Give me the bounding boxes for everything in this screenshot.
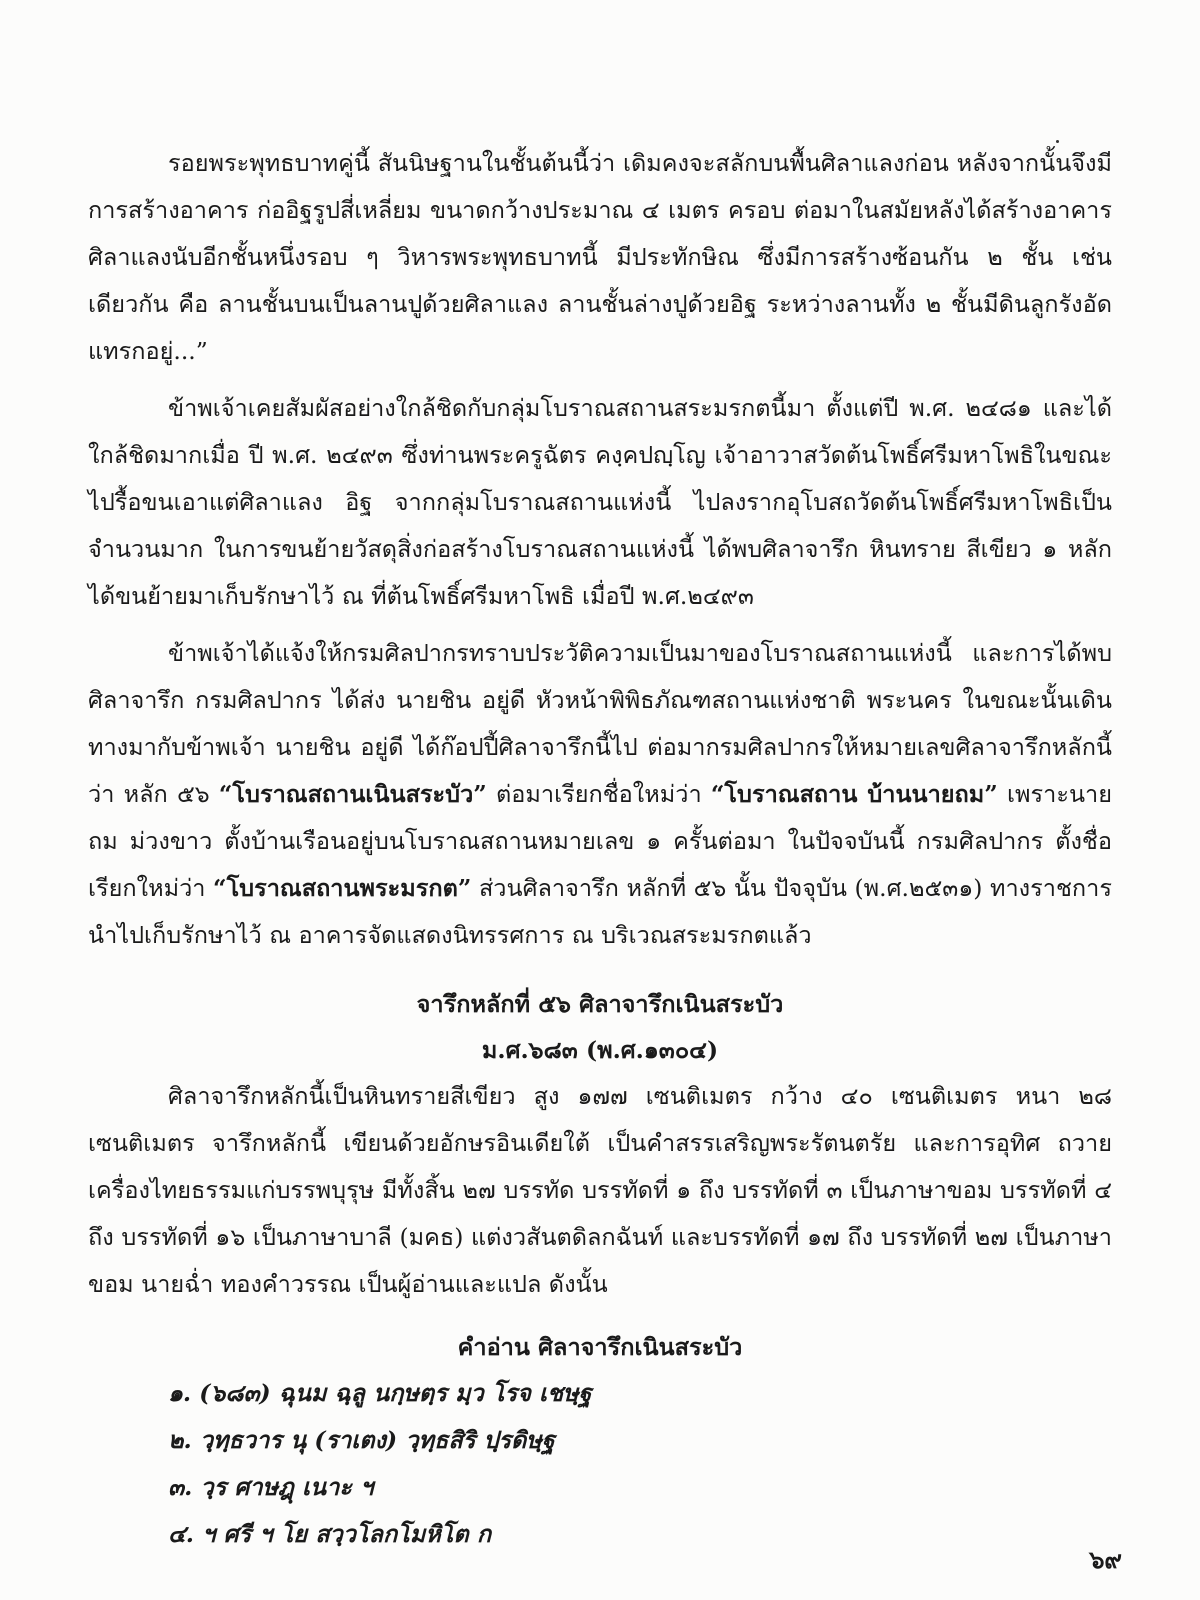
- site-name-ban-nai-thom: “โบราณสถาน บ้านนายถม”: [710, 780, 998, 808]
- site-name-phra-morakot: “โบราณสถานพระมรกต”: [213, 874, 472, 902]
- paragraph-3-part-4: ส่วนศิลาจารึก หลักที่ ๕๖ นั้น ปัจจุบัน (พ.ศ.๒๕๓๑) ทางราชการนำไปเก็บรักษาไว้ ณ อาคารจัดแสดงนิทรรศการ ณ บริเวณสระมรกตแล้ว: [88, 874, 1112, 949]
- reading-line: ๓. วฺร ศาษฎฺ เนาะ ฯ: [168, 1473, 374, 1501]
- paragraph-3-text: [88, 630, 1112, 959]
- reading-heading: คำอ่าน ศิลาจารึกเนินสระบัว: [457, 1333, 743, 1361]
- page-number: ๖๙: [1089, 1545, 1122, 1574]
- reading-line: ๔. ฯ ศรี ฯ โย สวฺวโลกโมหิโต ก: [168, 1520, 492, 1548]
- site-name-nern-sa-bua: “โบราณสถานเนินสระบัว”: [218, 780, 487, 808]
- reading-lines: [88, 1370, 1112, 1558]
- reading-line: ๒. วฺทฺธวาร นุ (ราเตง) วฺทฺธสิริ ปฺรดิษฺฐ: [168, 1426, 555, 1454]
- paragraph-2-text: ข้าพเจ้าเคยสัมผัสอย่างใกล้ชิดกับกลุ่มโบราณสถานสระมรกตนี้มา ตั้งแต่ปี พ.ศ. ๒๔๘๑ และได้ใกล้ชิดมากเมื่อ ปี พ.ศ. ๒๔๙๓ ซึ่งท่านพระครูฉัตร คงฺคปญฺโญ เจ้าอาวาสวัดต้นโพธิ์ศรีมหาโพธิในขณะไปรื้อขนเอาแต่ศิลาแลง อิฐ จากกลุ่มโบราณสถานแห่งนี้ ไปลงรากอุโบสถวัดต้นโพธิ์ศรีมหาโพธิเป็นจำนวนมาก ในการขนย้ายวัสดุสิ่งก่อสร้างโบราณสถานแห่งนี้ ได้พบศิลาจารึก หินทราย สีเขียว ๑ หลัก ได้ขนย้ายมาเก็บรักษาไว้ ณ ที่ต้นโพธิ์ศรีมหาโพธิ เมื่อปี พ.ศ.๒๔๙๓: [88, 394, 1112, 610]
- paragraph-3-part-2: ต่อมาเรียกชื่อใหม่ว่า: [486, 780, 711, 808]
- paragraph-2: [88, 385, 1112, 620]
- inscription-date: ม.ศ.๖๘๓ (พ.ศ.๑๓๐๔): [481, 1036, 719, 1064]
- paragraph-1-text: รอยพระพุทธบาทคู่นี้ สันนิษฐานในชั้นต้นนี้ว่า เดิมคงจะสลักบนพื้นศิลาแลงก่อน หลังจากนั้นจึงมีการสร้างอาคาร ก่ออิฐรูปสี่เหลี่ยม ขนาดกว้างประมาณ ๔ เมตร ครอบ ต่อมาในสมัยหลังได้สร้างอาคารศิลาแลงนับอีกชั้นหนึ่งรอบ ๆ วิหารพระพุทธบาทนี้ มีประทักษิณ ซึ่งมีการสร้างซ้อนกัน ๒ ชั้น เช่นเดียวกัน คือ ลานชั้นบนเป็นลานปูด้วยศิลาแลง ลานชั้นล่างปูด้วยอิฐ ระหว่างลานทั้ง ๒ ชั้นมีดินลูกรังอัดแทรกอยู่...”: [88, 149, 1112, 365]
- paragraph-3-part-1: ข้าพเจ้าได้แจ้งให้กรมศิลปากรทราบประวัติความเป็นมาของโบราณสถานแห่งนี้ และการได้พบศิลาจารึก กรมศิลปากร ได้ส่ง นายชิน อยู่ดี หัวหน้าพิพิธภัณฑสถานแห่งชาติ พระนคร ในขณะนั้นเดินทางมากับข้าพเจ้า นายชิน อยู่ดี ได้ก๊อปปี้ศิลาจารึกนี้ไป ต่อมากรมศิลปากรให้หมายเลขศิลาจารึกหลักนี้ว่า หลัก ๕๖: [88, 639, 1112, 808]
- paragraph-1: [88, 140, 1112, 375]
- page-body: [88, 140, 1112, 1558]
- paragraph-4: [88, 1073, 1112, 1308]
- paragraph-3-part-3: เพราะนายถม ม่วงขาว ตั้งบ้านเรือนอยู่บนโบราณสถานหมายเลข ๑ ครั้นต่อมา ในปัจจบันนี้ กรมศิลปากร ตั้งชื่อเรียกใหม่ว่า: [88, 780, 1113, 902]
- paragraph-4-text: ศิลาจารึกหลักนี้เป็นหินทรายสีเขียว สูง ๑๗๗ เซนติเมตร กว้าง ๔๐ เซนติเมตร หนา ๒๘ เซนติเมตร จารึกหลักนี้ เขียนด้วยอักษรอินเดียใต้ เป็นคำสรรเสริญพระรัตนตรัย และการอุทิศ ถวายเครื่องไทยธรรมแก่บรรพบุรุษ มีทั้งสิ้น ๒๗ บรรทัด บรรทัดที่ ๑ ถึง บรรทัดที่ ๓ เป็นภาษาขอม บรรทัดที่ ๔ ถึง บรรทัดที่ ๑๖ เป็นภาษาบาลี (มคธ) แต่งวสันตดิลกฉันท์ และบรรทัดที่ ๑๗ ถึง บรรทัดที่ ๒๗ เป็นภาษาขอม นายฉ่ำ ทองคำวรรณ เป็นผู้อ่านและแปล ดังนั้น: [88, 1082, 1112, 1298]
- reading-line: ๑. (๖๘๓) ฉุนม ฉฺลู นกฺษตฺร มฺว โรจ เชษฺฐ: [168, 1379, 592, 1407]
- inscription-heading: จารึกหลักที่ ๕๖ ศิลาจารึกเนินสระบัว: [416, 990, 784, 1018]
- paragraph-3: [88, 630, 1112, 959]
